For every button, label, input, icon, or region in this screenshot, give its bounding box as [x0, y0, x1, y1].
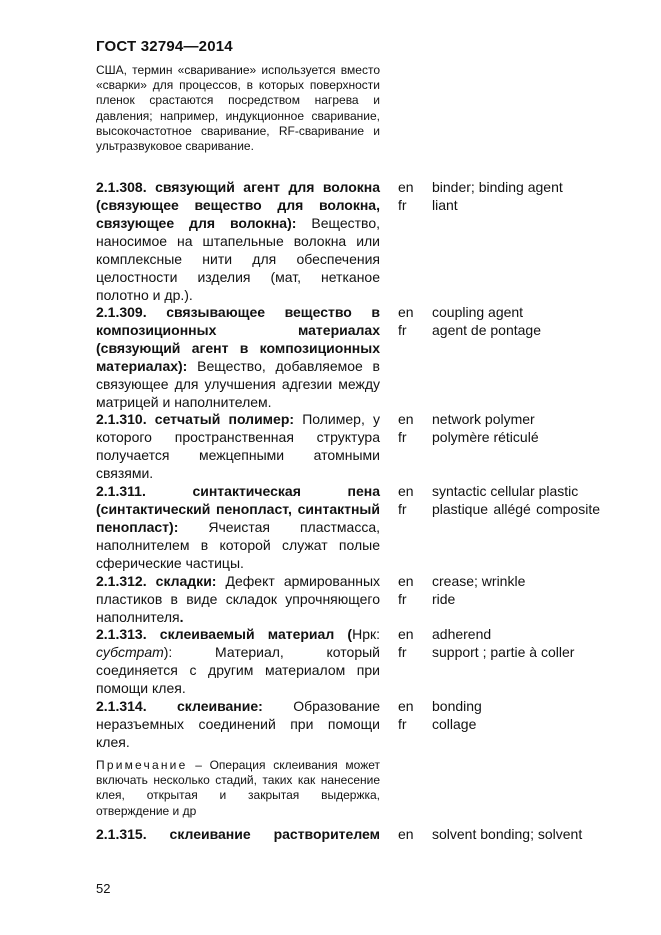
translations: [432, 482, 600, 518]
language-codes: [398, 303, 422, 339]
lang-code-en: en: [398, 826, 414, 842]
translations: [432, 697, 600, 733]
term-text-end: .: [179, 609, 184, 625]
lang-code-en: en: [398, 411, 414, 427]
note-text: – Операция склеивания может включать несколько стадий, таких как нанесение клея, открытая и закрытая выдержка, отверждение и др: [96, 758, 380, 818]
translations: [432, 825, 600, 843]
translation-en: binder; binding agent: [432, 179, 563, 195]
language-codes: [398, 178, 422, 214]
term-name: связывающее вещество в композиционных материалах (связующий агент в композиционных материалах):: [96, 304, 381, 374]
lang-code-fr: fr: [398, 322, 407, 338]
term-name: синтактическая пена (синтактический пенопласт, синтактный пенопласт):: [96, 483, 380, 535]
note-paragraph: [96, 758, 380, 819]
language-codes: [398, 410, 422, 446]
lang-code-fr: fr: [398, 644, 407, 660]
term-definition: [96, 178, 380, 304]
intro-paragraph: США, термин «сваривание» используется вместо «сварки» для процессов, в которых поверхности пленок срастаются посредством нагрева и давления; например, индукционное сваривание, высокочастотное сваривание, RF-сваривание и ультразвуковое сваривание.: [96, 63, 380, 154]
translations: [432, 303, 600, 339]
translations: [432, 410, 600, 446]
term-definition: [96, 410, 380, 482]
term-definition: [96, 697, 380, 751]
translation-en: bonding: [432, 698, 482, 714]
term-number: 2.1.314.: [96, 698, 147, 714]
language-codes: [398, 825, 422, 843]
translation-fr: support ; partie à coller: [432, 644, 575, 660]
lang-code-en: en: [398, 626, 414, 642]
translations: [432, 625, 600, 661]
translation-fr: polymère réticulé: [432, 429, 539, 445]
term-text: Дефект армированных пластиков в виде складок упрочняющего наполнителя: [96, 573, 381, 625]
lang-code-fr: fr: [398, 197, 407, 213]
lang-code-en: en: [398, 698, 414, 714]
term-definition: [96, 572, 380, 626]
translation-en: solvent bonding; solvent: [432, 826, 583, 842]
nrk-label: Нрк:: [352, 626, 380, 642]
term-number: 2.1.310.: [96, 411, 147, 427]
term-number: 2.1.311.: [96, 483, 146, 499]
term-text: Образование неразъемных соединений при помощи клея.: [96, 698, 380, 750]
term-number: 2.1.315.: [96, 826, 147, 842]
lang-code-fr: fr: [398, 429, 407, 445]
lang-code-fr: fr: [398, 591, 407, 607]
term-number: 2.1.309.: [96, 304, 147, 320]
page-number: 52: [96, 881, 111, 896]
term-definition: [96, 825, 380, 843]
translation-fr: plastique allégé composite: [432, 501, 600, 517]
term-text: Вещество, наносимое на штапельные волокна или комплексные нити для обеспечения целостности изделия (мат, нетканое полотно и др.).: [96, 215, 380, 303]
translations: [432, 178, 600, 214]
lang-code-en: en: [398, 483, 414, 499]
document-header: ГОСТ 32794—2014: [96, 38, 233, 55]
translation-en: crease; wrinkle: [432, 573, 526, 589]
term-name: складки:: [155, 573, 217, 589]
lang-code-fr: fr: [398, 501, 407, 517]
translations: [432, 572, 600, 608]
term-definition: [96, 482, 380, 572]
language-codes: [398, 482, 422, 518]
term-text: ): Материал, который соединяется с другим материалом при помощи клея.: [96, 644, 380, 696]
term-text: Вещество, добавляемое в связующее для улучшения адгезии между матрицей и наполнителем.: [96, 358, 380, 410]
term-name: склеивание:: [177, 698, 263, 714]
translation-en: coupling agent: [432, 304, 524, 320]
term-number: 2.1.313.: [96, 626, 147, 642]
nrk-term: субстрат: [96, 644, 164, 660]
lang-code-en: en: [398, 179, 414, 195]
lang-code-en: en: [398, 573, 414, 589]
translation-fr: collage: [432, 716, 477, 732]
term-text: Ячеистая пластмасса, наполнителем в которой служат полые сферические частицы.: [96, 519, 380, 571]
note-label: Примечание: [96, 758, 188, 772]
lang-code-en: en: [398, 304, 414, 320]
term-name: склеивание растворителем: [169, 826, 380, 842]
language-codes: [398, 697, 422, 733]
term-name: сетчатый полимер:: [154, 411, 295, 427]
term-number: 2.1.312.: [96, 573, 147, 589]
term-definition: [96, 303, 380, 411]
translation-fr: agent de pontage: [432, 322, 541, 338]
term-name: связующий агент для волокна (связующее вещество для волокна, связующее для волокна):: [96, 179, 381, 231]
translation-en: network polymer: [432, 411, 535, 427]
term-number: 2.1.308.: [96, 179, 147, 195]
term-text: Полимер, у которого пространственная структура получается межцепными атомными связями.: [96, 411, 381, 481]
translation-fr: liant: [432, 197, 458, 213]
translation-fr: ride: [432, 591, 456, 607]
term-paren-open: (: [347, 626, 353, 642]
language-codes: [398, 625, 422, 661]
term-definition: [96, 625, 380, 697]
term-name: склеиваемый материал: [159, 626, 335, 642]
lang-code-fr: fr: [398, 716, 407, 732]
language-codes: [398, 572, 422, 608]
translation-en: syntactic cellular plastic: [432, 483, 579, 499]
translation-en: adherend: [432, 626, 492, 642]
